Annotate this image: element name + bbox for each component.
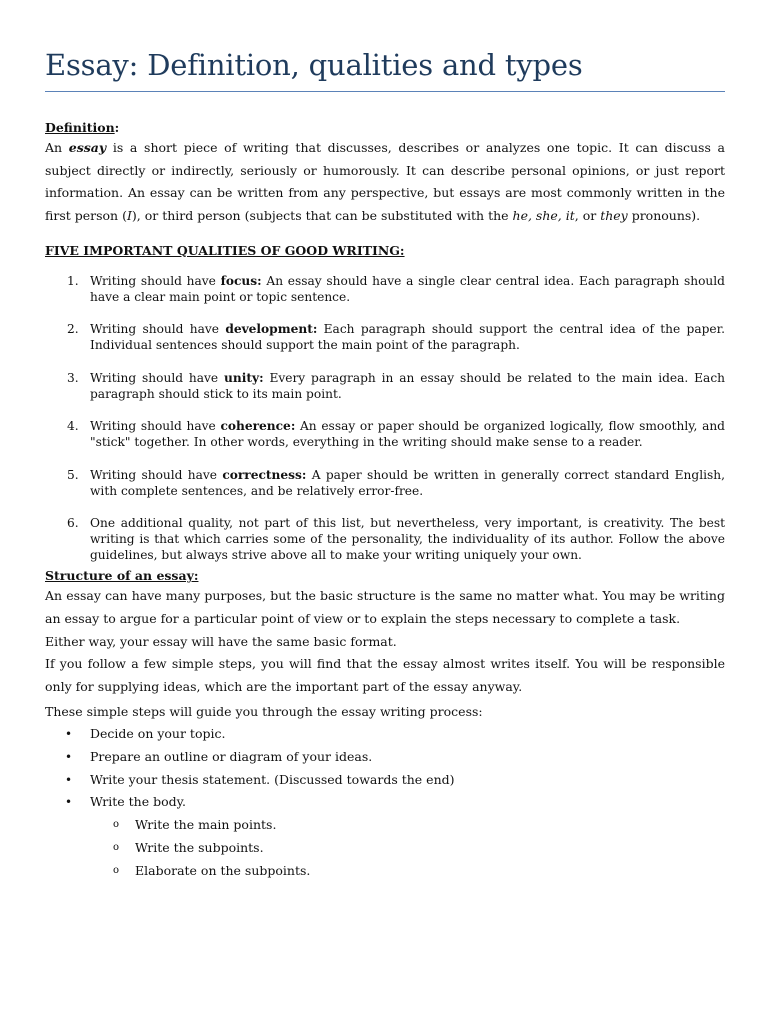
bullet-icon: •	[65, 727, 73, 742]
definition-essay-term: essay	[68, 139, 107, 155]
list-item-text: Every paragraph in an essay should be related to the main idea. Each paragraph should stick to its main point.	[90, 370, 725, 401]
list-item-number: 6.	[67, 516, 79, 531]
definition-text-2: is a short piece of writing that discusses, describes or analyzes one topic. It can discuss a subject directly or indirectly, seriously or humorously. It can describe personal opinions, or just report information. An essay can be written from any perspective, but essays are most commonly written in the first person (	[45, 139, 725, 223]
list-item	[45, 769, 725, 792]
list-item	[45, 723, 725, 746]
steps-intro: These simple steps will guide you through the essay writing process:	[45, 703, 483, 719]
title-underline-rule	[45, 91, 725, 92]
structure-heading: Structure of an essay:	[45, 568, 199, 584]
bullet-icon: •	[65, 795, 73, 810]
steps-list	[45, 723, 725, 814]
list-item-prefix: Writing should have	[90, 419, 221, 434]
definition-i-term: I	[126, 207, 132, 223]
definition-heading-text: Definition	[45, 119, 115, 135]
definition-text-3: ), or third person (subjects that can be substituted with the	[131, 207, 513, 223]
list-item-text: One additional quality, not part of this list, but nevertheless, very important, is creativity. The best writing is that which carries some of the personality, the individuality of its author. Follow the above guidelines, but always strive above all to make your writing uniquely your own.	[90, 516, 725, 563]
page-title: Essay: Definition, qualities and types	[45, 48, 583, 82]
list-item	[45, 860, 725, 883]
list-item	[45, 467, 725, 499]
list-item-text: An essay should have a single clear central idea. Each paragraph should have a clear main point or topic sentence.	[90, 273, 725, 304]
list-item-prefix: Writing should have	[90, 467, 223, 482]
circle-bullet-icon: o	[113, 864, 120, 876]
list-item	[45, 321, 725, 353]
list-item	[45, 814, 725, 837]
list-item-term: focus:	[220, 273, 262, 288]
list-item-prefix: Writing should have	[90, 273, 221, 288]
definition-heading-colon: :	[114, 119, 120, 135]
list-item-prefix: Writing should have	[90, 370, 225, 385]
definition-paragraph	[45, 137, 725, 228]
list-item-number: 4.	[67, 419, 79, 434]
definition-pronouns: he, she, it	[512, 207, 575, 223]
list-item	[45, 837, 725, 860]
list-item-text: Decide on your topic.	[90, 726, 226, 742]
definition-text-1: An	[45, 139, 69, 155]
circle-bullet-icon: o	[113, 841, 120, 853]
list-item-number: 1.	[67, 273, 79, 288]
document-page	[45, 40, 725, 882]
list-item	[45, 515, 725, 563]
list-item-prefix: Writing should have	[90, 322, 226, 337]
list-item-term: correctness:	[222, 467, 307, 482]
list-item-text: Elaborate on the subpoints.	[135, 862, 311, 878]
list-item-term: coherence:	[220, 419, 296, 434]
structure-paragraph: If you follow a few simple steps, you will find that the essay almost writes itself. You will be responsible only for supplying ideas, which are the important part of the essay anyway.	[45, 656, 725, 694]
list-item-text: Write the subpoints.	[135, 839, 264, 855]
definition-text-5: pronouns).	[627, 207, 701, 223]
bullet-icon: •	[65, 772, 73, 787]
list-item-number: 2.	[67, 322, 79, 337]
list-item-term: unity:	[224, 370, 264, 385]
list-item-text: An essay or paper should be organized logically, flow smoothly, and "stick" together. In other words, everything in the writing should make sense to a reader.	[90, 419, 725, 450]
structure-paragraph: Either way, your essay will have the same basic format.	[45, 633, 397, 649]
list-item	[45, 370, 725, 402]
qualities-list	[45, 273, 725, 564]
bullet-icon: •	[65, 750, 73, 765]
list-item-text: Write the body.	[90, 794, 187, 810]
list-item-number: 5.	[67, 467, 79, 482]
list-item-text: A paper should be written in generally correct standard English, with complete sentences, and be relatively error-free.	[90, 467, 725, 498]
list-item	[45, 273, 725, 305]
list-item-text: Each paragraph should support the central idea of the paper. Individual sentences should support the main point of the paragraph.	[90, 322, 725, 353]
substeps-list	[45, 814, 725, 882]
definition-they-term: they	[600, 207, 628, 223]
structure-paragraph: An essay can have many purposes, but the basic structure is the same no matter what. You may be writing an essay to argue for a particular point of view or to explain the steps necessary to complete a task.	[45, 588, 725, 626]
list-item	[45, 791, 725, 814]
list-item-term: development:	[225, 322, 318, 337]
circle-bullet-icon: o	[113, 819, 120, 831]
list-item-text: Write the main points.	[135, 817, 277, 833]
list-item	[45, 746, 725, 769]
list-item-text: Write your thesis statement. (Discussed towards the end)	[90, 771, 455, 787]
list-item-number: 3.	[67, 370, 79, 385]
list-item	[45, 418, 725, 450]
qualities-heading: FIVE IMPORTANT QUALITIES OF GOOD WRITING:	[45, 242, 405, 258]
definition-heading	[45, 119, 725, 137]
definition-text-4: , or	[574, 207, 601, 223]
list-item-text: Prepare an outline or diagram of your ideas.	[90, 749, 373, 765]
